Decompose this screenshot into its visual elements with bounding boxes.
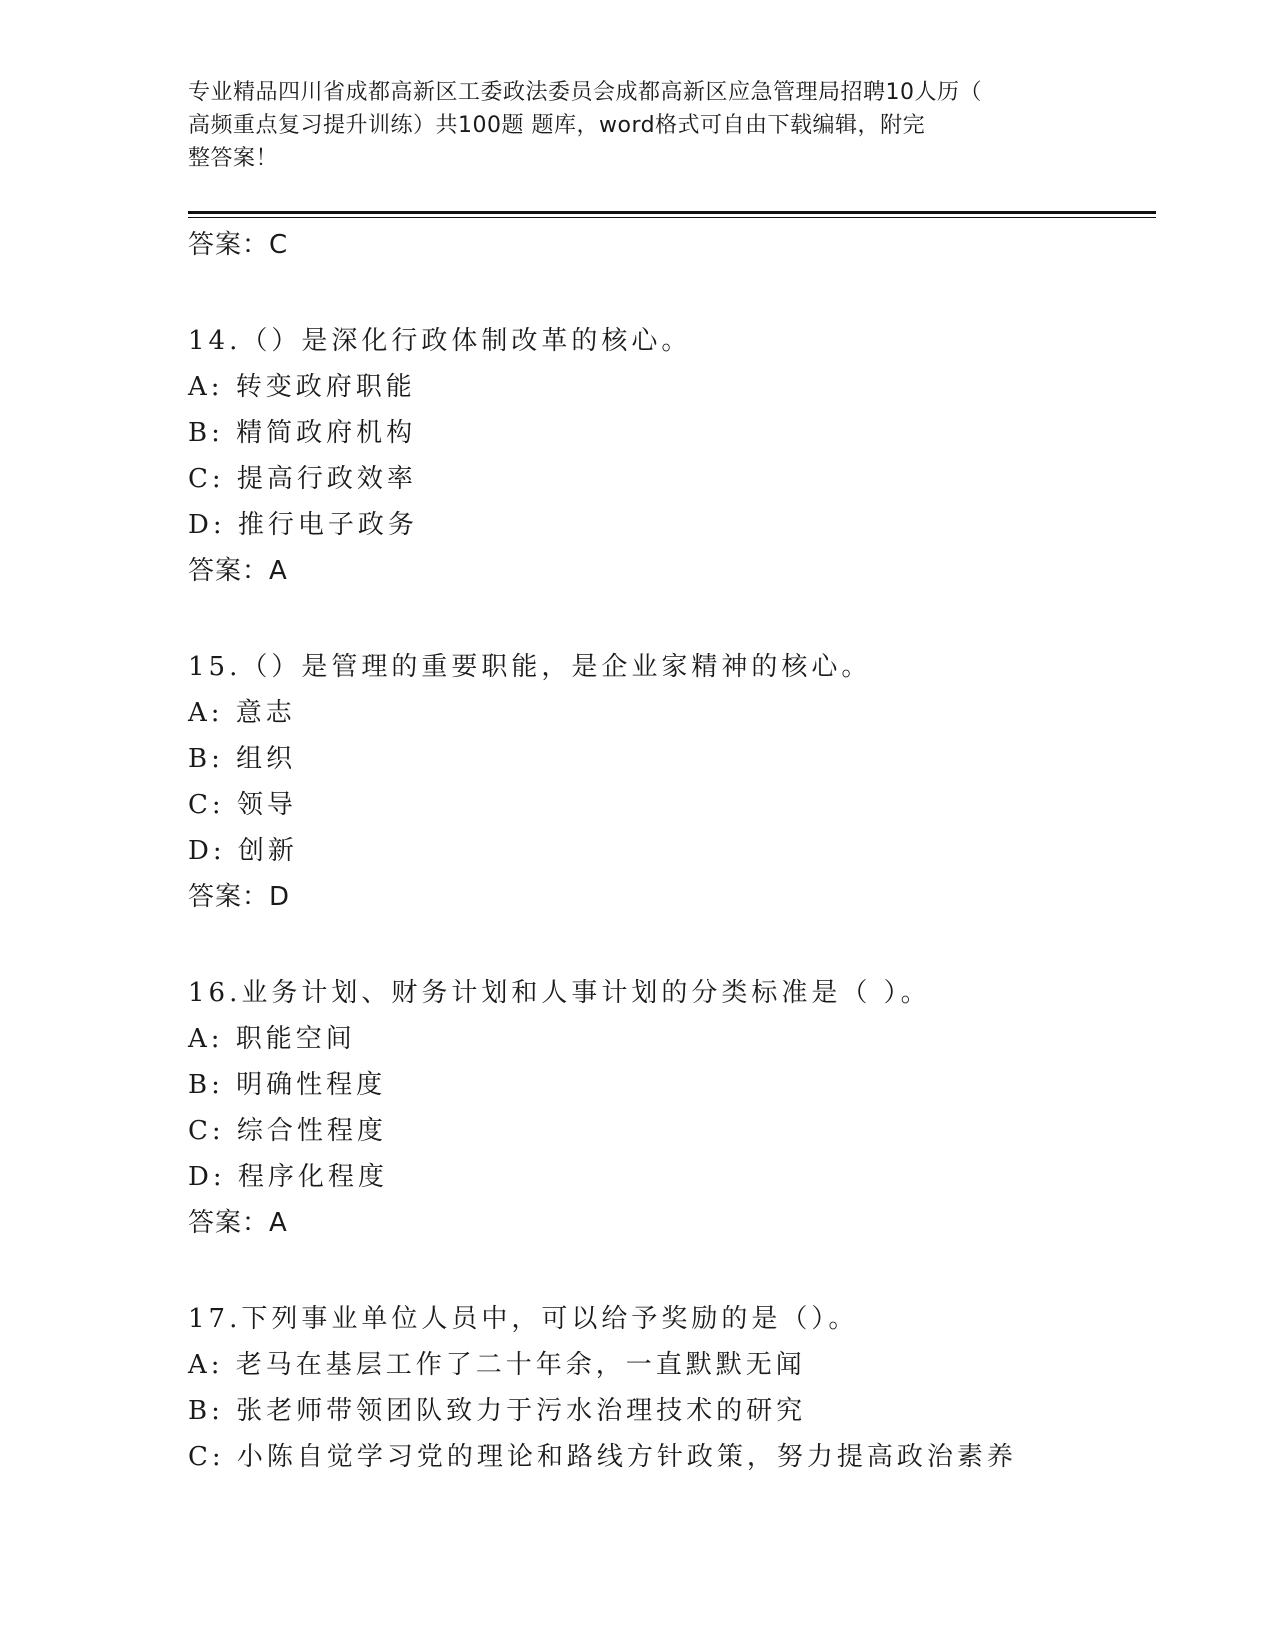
- question-list: [188, 222, 1156, 1480]
- question-stem: 14.（）是深化行政体制改革的核心。: [188, 326, 692, 356]
- option-a: A: 转变政府职能: [188, 372, 416, 402]
- question-14: [188, 318, 1156, 594]
- option-b: B: 组织: [188, 744, 297, 774]
- option-d: D: 推行电子政务: [188, 510, 418, 540]
- option-d: D: 程序化程度: [188, 1162, 388, 1192]
- question-17: [188, 1296, 1156, 1480]
- answer: 答案：A: [188, 556, 288, 586]
- document-header: [188, 76, 1068, 175]
- option-c: C: 小陈自觉学习党的理论和路线方针政策，努力提高政治素养: [188, 1442, 1017, 1472]
- question-15: [188, 644, 1156, 920]
- question-stem: 17.下列事业单位人员中，可以给予奖励的是（）。: [188, 1304, 859, 1334]
- question-16: [188, 970, 1156, 1246]
- option-b: B: 张老师带领团队致力于污水治理技术的研究: [188, 1396, 807, 1426]
- question-stem: 15.（）是管理的重要职能，是企业家精神的核心。: [188, 652, 872, 682]
- previous-answer: 答案：C: [188, 230, 289, 260]
- option-c: C: 综合性程度: [188, 1116, 387, 1146]
- option-a: A: 老马在基层工作了二十年余，一直默默无闻: [188, 1350, 806, 1380]
- option-a: A: 职能空间: [188, 1024, 356, 1054]
- answer: 答案：A: [188, 1208, 288, 1238]
- answer: 答案：D: [188, 882, 291, 912]
- header-divider-thick: [188, 211, 1156, 214]
- option-b: B: 明确性程度: [188, 1070, 387, 1100]
- header-divider-thin: [188, 217, 1156, 218]
- header-line-1: 专业精品四川省成都高新区工委政法委员会成都高新区应急管理局招聘10人历（: [188, 80, 982, 105]
- header-line-3: 整答案！: [188, 146, 279, 171]
- option-c: C: 提高行政效率: [188, 464, 417, 494]
- option-d: D: 创新: [188, 836, 298, 866]
- header-line-2: 高频重点复习提升训练）共100题 题库，word格式可自由下载编辑，附完: [188, 113, 926, 138]
- question-stem: 16.业务计划、财务计划和人事计划的分类标准是（ ）。: [188, 978, 931, 1008]
- option-c: C: 领导: [188, 790, 297, 820]
- option-b: B: 精简政府机构: [188, 418, 417, 448]
- option-a: A: 意志: [188, 698, 296, 728]
